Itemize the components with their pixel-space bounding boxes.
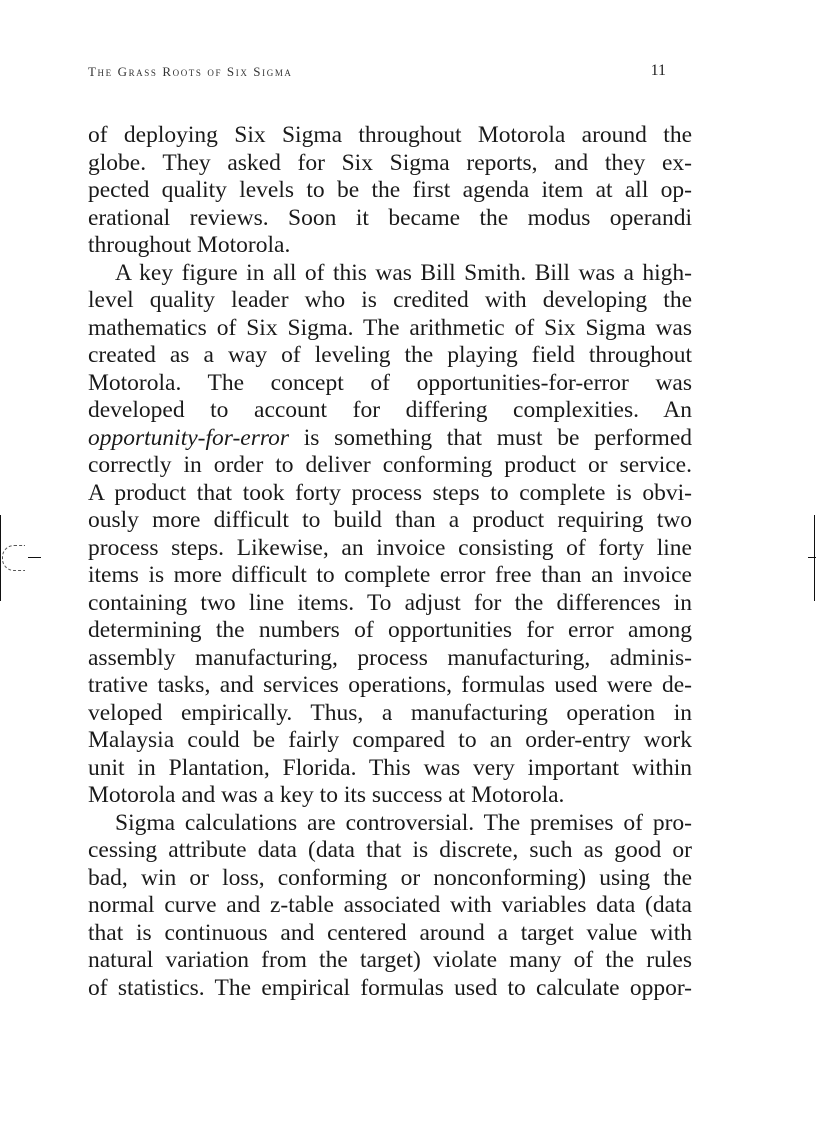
text-line: of deploying Six Sigma throughout Motorola around the [88, 122, 692, 148]
text-line: pected quality levels to be the first agenda item at all op- [88, 177, 692, 203]
text-line: A product that took forty process steps to complete is obvi- [88, 479, 692, 506]
text-line: trative tasks, and services operations, formulas used were de- [88, 672, 692, 698]
text-line: erational reviews. Soon it became the modus operandi [88, 204, 692, 231]
text-line: Malaysia could be fairly compared to an order-entry work [88, 727, 692, 753]
registration-mark-left [2, 545, 25, 571]
body-text [88, 122, 692, 1002]
text-line: natural variation from the target) violate many of the rules [88, 947, 692, 973]
text-line: throughout Motorola. [88, 232, 291, 258]
running-head [88, 62, 694, 82]
text-line: level quality leader who is credited with developing the [88, 287, 692, 313]
paragraph-start-line: A key figure in all of this was Bill Smith. Bill was a high- [115, 259, 692, 286]
text-line: of statistics. The empirical formulas used to calculate oppor- [88, 974, 692, 1001]
text-line: assembly manufacturing, process manufacturing, adminis- [88, 644, 692, 671]
text-line-with-italic [88, 425, 692, 453]
text-line: ously more difficult to build than a product requiring two [88, 507, 692, 533]
text-line: cessing attribute data (data that is discrete, such as good or [88, 837, 692, 863]
text-line: created as a way of leveling the playing field throughout [88, 342, 692, 368]
text-line: normal curve and z-table associated with variables data (data [88, 892, 692, 918]
italic-term: opportunity-for-error [88, 424, 290, 451]
text-line: determining the numbers of opportunities for error among [88, 617, 692, 643]
text-line: containing two line items. To adjust for the differences in [88, 589, 692, 616]
crop-tick-left [28, 557, 41, 558]
text-line: veloped empirically. Thus, a manufacturing operation in [88, 699, 692, 726]
text-line: Motorola. The concept of opportunities-for-error was [88, 369, 692, 396]
text-line: unit in Plantation, Florida. This was very important within [88, 754, 692, 781]
crop-mark-right [814, 515, 815, 601]
text-line: developed to account for differing complexities. An [88, 397, 692, 423]
page-number: 11 [650, 62, 666, 79]
text-line: correctly in order to deliver conforming product or service. [88, 452, 692, 478]
text-line: mathematics of Six Sigma. The arithmetic of Six Sigma was [88, 314, 692, 341]
text-line: globe. They asked for Six Sigma reports, and they ex- [88, 149, 692, 176]
running-title: The Grass Roots of Six Sigma [88, 64, 293, 79]
text-line: bad, win or loss, conforming or nonconforming) using the [88, 864, 692, 891]
text-line: Motorola and was a key to its success at Motorola. [88, 782, 565, 808]
text-line: items is more difficult to complete error free than an invoice [88, 562, 692, 588]
crop-mark-left [0, 515, 1, 601]
crop-tick-right [808, 557, 816, 558]
paragraph-start-line: Sigma calculations are controversial. The premises of pro- [115, 809, 692, 836]
text-line: that is continuous and centered around a target value with [88, 919, 692, 946]
text-line: process steps. Likewise, an invoice consisting of forty line [88, 534, 692, 561]
text-line-rest: is something that must be performed [289, 424, 692, 451]
